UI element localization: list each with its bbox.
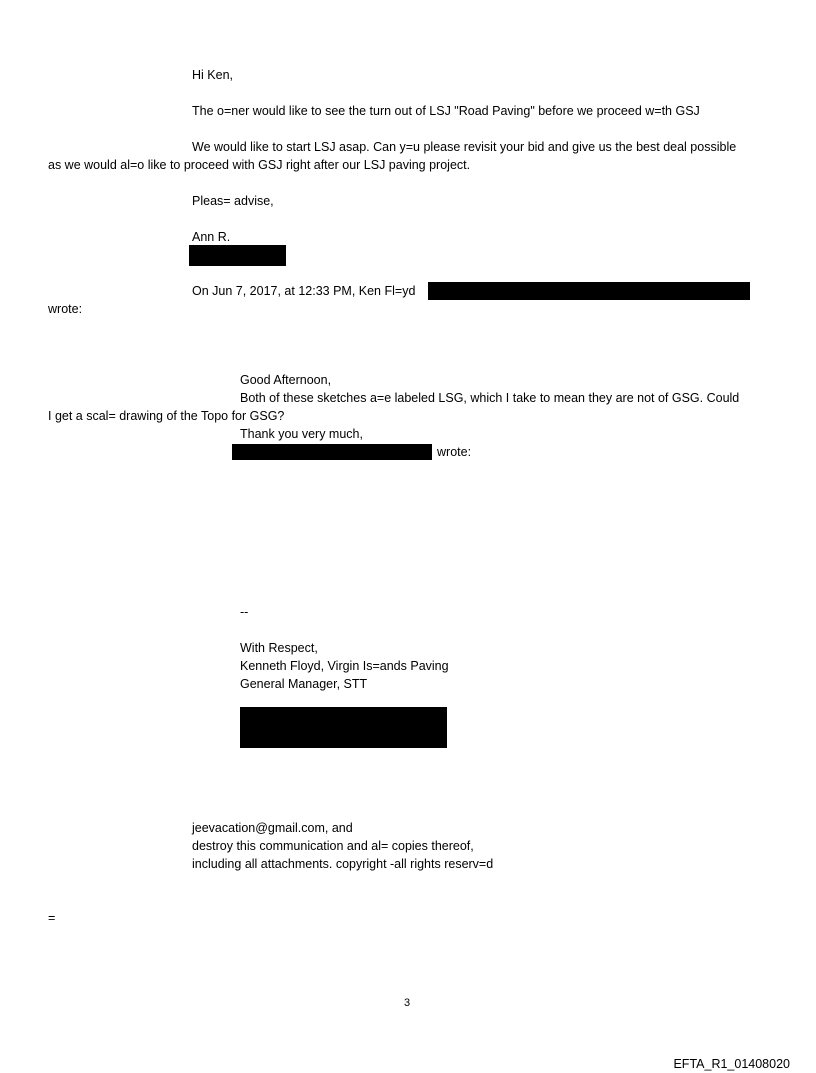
quoted-thanks: Thank you very much, [240,427,363,441]
email-greeting: Hi Ken, [192,68,233,82]
redaction-block [189,245,286,266]
email-body-line: as we would al=o like to proceed with GSJ right after our LSJ paving project. [48,158,471,172]
quoted-body-line: Both of these sketches a=e labeled LSG, which I take to mean they are not of GSG. Could [240,391,740,405]
signature-name: Kenneth Floyd, Virgin Is=ands Paving [240,659,449,673]
disclaimer-line: including all attachments. copyright -all rights reserv=d [192,857,494,871]
quote-header: On Jun 7, 2017, at 12:33 PM, Ken Fl=yd [192,284,416,298]
stray-equals: = [48,911,56,925]
email-body-line: We would like to start LSJ asap. Can y=u please revisit your bid and give us the best deal possible [192,140,737,154]
email-closing: Pleas= advise, [192,194,274,208]
disclaimer-line: jeevacation@gmail.com, and [192,821,353,835]
signature-separator: -- [240,605,249,619]
email-body-line: The o=ner would like to see the turn out of LSJ "Road Paving" before we proceed w=th GSJ [192,104,700,118]
redaction-block [232,444,432,460]
disclaimer-line: destroy this communication and al= copies thereof, [192,839,474,853]
quoted-body-line: I get a scal= drawing of the Topo for GSG? [48,409,285,423]
redaction-block [240,707,447,748]
document-id: EFTA_R1_01408020 [673,1057,790,1071]
email-signature: Ann R. [192,230,231,244]
quoted-greeting: Good Afternoon, [240,373,332,387]
redaction-block [428,282,750,300]
quote-header-wrote: wrote: [48,302,83,316]
page-number: 3 [404,997,411,1009]
signature-title: General Manager, STT [240,677,368,691]
quoted-wrote: wrote: [437,445,472,459]
signature-respect: With Respect, [240,641,318,655]
